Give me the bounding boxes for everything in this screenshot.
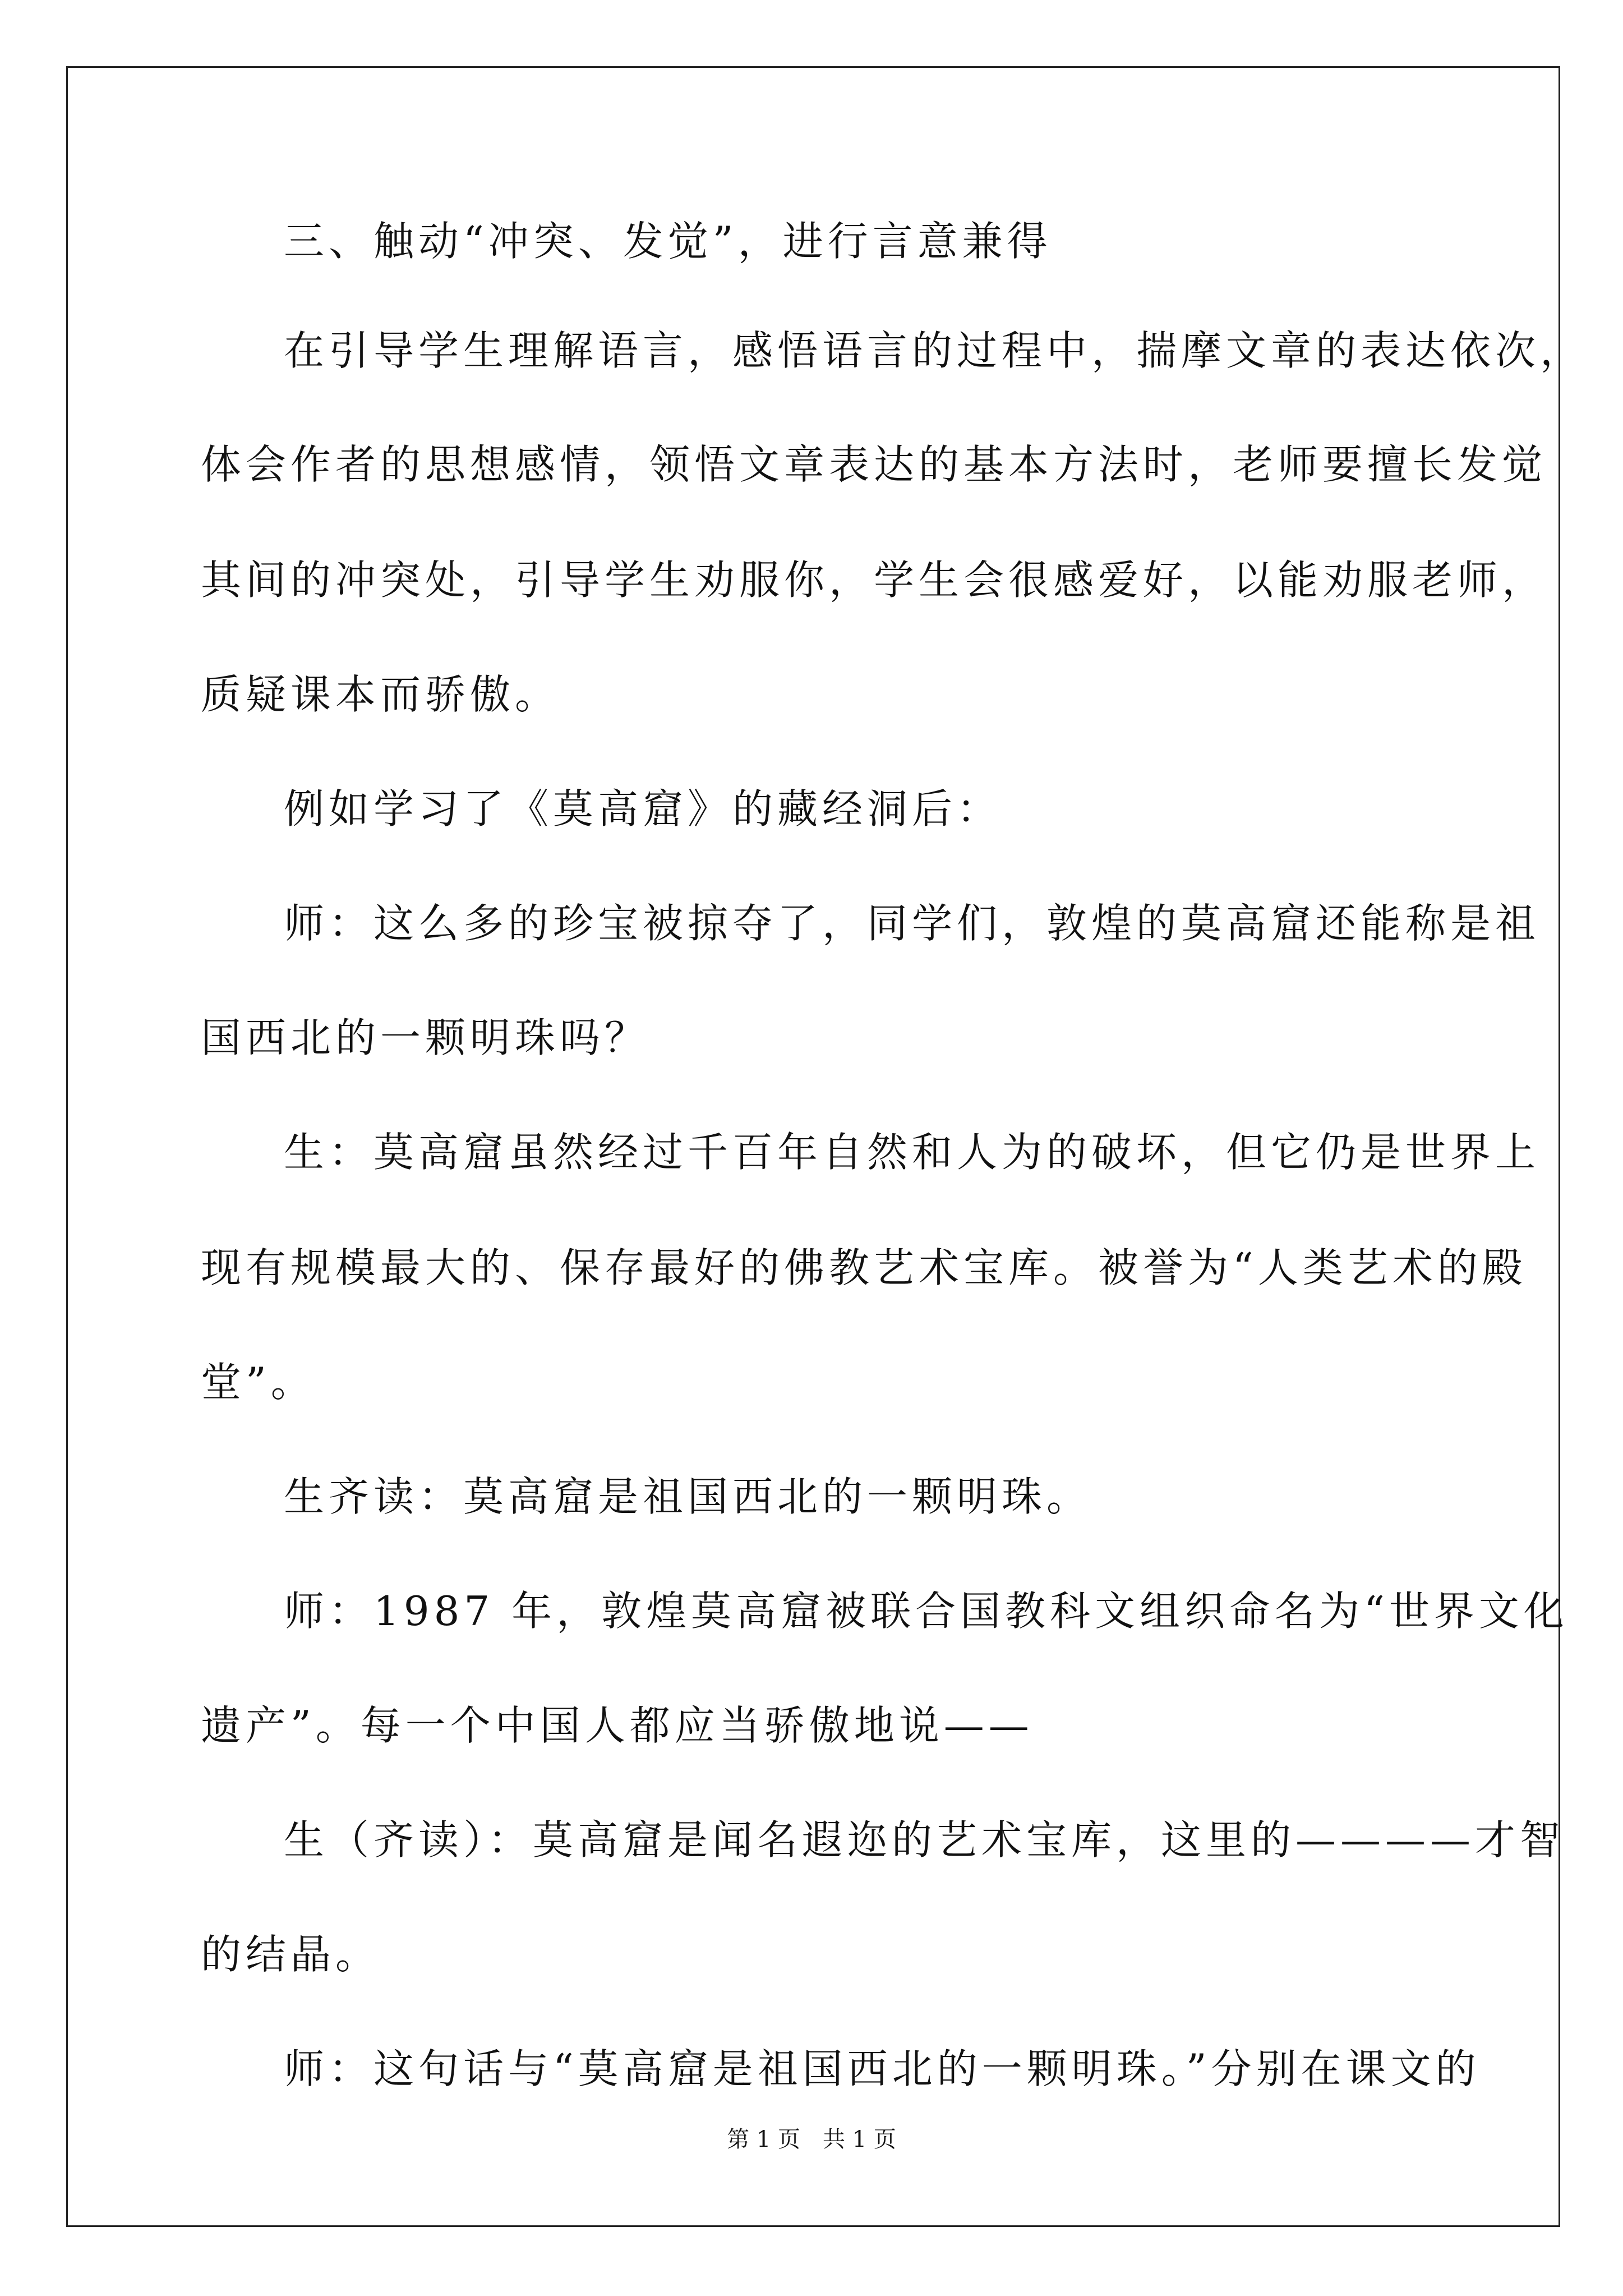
paragraph-line: 师：1987 年，敦煌莫高窟被联合国教科文组织命名为“世界文化 — [284, 1588, 1569, 1635]
section-heading: 三、触动“冲突、发觉”，进行言意兼得 — [284, 218, 1052, 265]
paragraph-line: 生（齐读）：莫高窟是闻名遐迩的艺术宝库，这里的————才智 — [284, 1816, 1565, 1864]
paragraph-line: 生：莫高窟虽然经过千百年自然和人为的破坏，但它仍是世界上 — [284, 1129, 1541, 1176]
paragraph-line: 体会作者的思想感情，领悟文章表达的基本方法时，老师要擅长发觉 — [201, 441, 1547, 488]
paragraph-line: 现有规模最大的、保存最好的佛教艺术宝库。被誉为“人类艺术的殿 — [201, 1244, 1527, 1291]
paragraph-line: 遗产”。每一个中国人都应当骄傲地说—— — [201, 1702, 1034, 1749]
paragraph-line: 堂”。 — [201, 1359, 316, 1406]
paragraph-line: 的结晶。 — [201, 1931, 381, 1978]
paragraph-line: 国西北的一颗明珠吗？ — [201, 1014, 650, 1061]
paragraph-line: 例如学习了《莫高窟》的藏经洞后： — [284, 785, 1002, 832]
page-number-footer: 第 1 页 共 1 页 — [727, 2127, 896, 2152]
paragraph-line: 质疑课本而骄傲。 — [201, 671, 560, 718]
paragraph-line: 师：这么多的珍宝被掠夺了，同学们，敦煌的莫高窟还能称是祖 — [284, 900, 1541, 947]
paragraph-line: 在引导学生理解语言，感悟语言的过程中，揣摩文章的表达依次， — [284, 327, 1585, 374]
paragraph-line: 其间的冲突处，引导学生劝服你，学生会很感爱好，以能劝服老师， — [201, 556, 1547, 604]
paragraph-line: 生齐读：莫高窟是祖国西北的一颗明珠。 — [284, 1473, 1092, 1520]
paragraph-line: 师：这句话与“莫高窟是祖国西北的一颗明珠。”分别在课文的 — [284, 2045, 1481, 2092]
